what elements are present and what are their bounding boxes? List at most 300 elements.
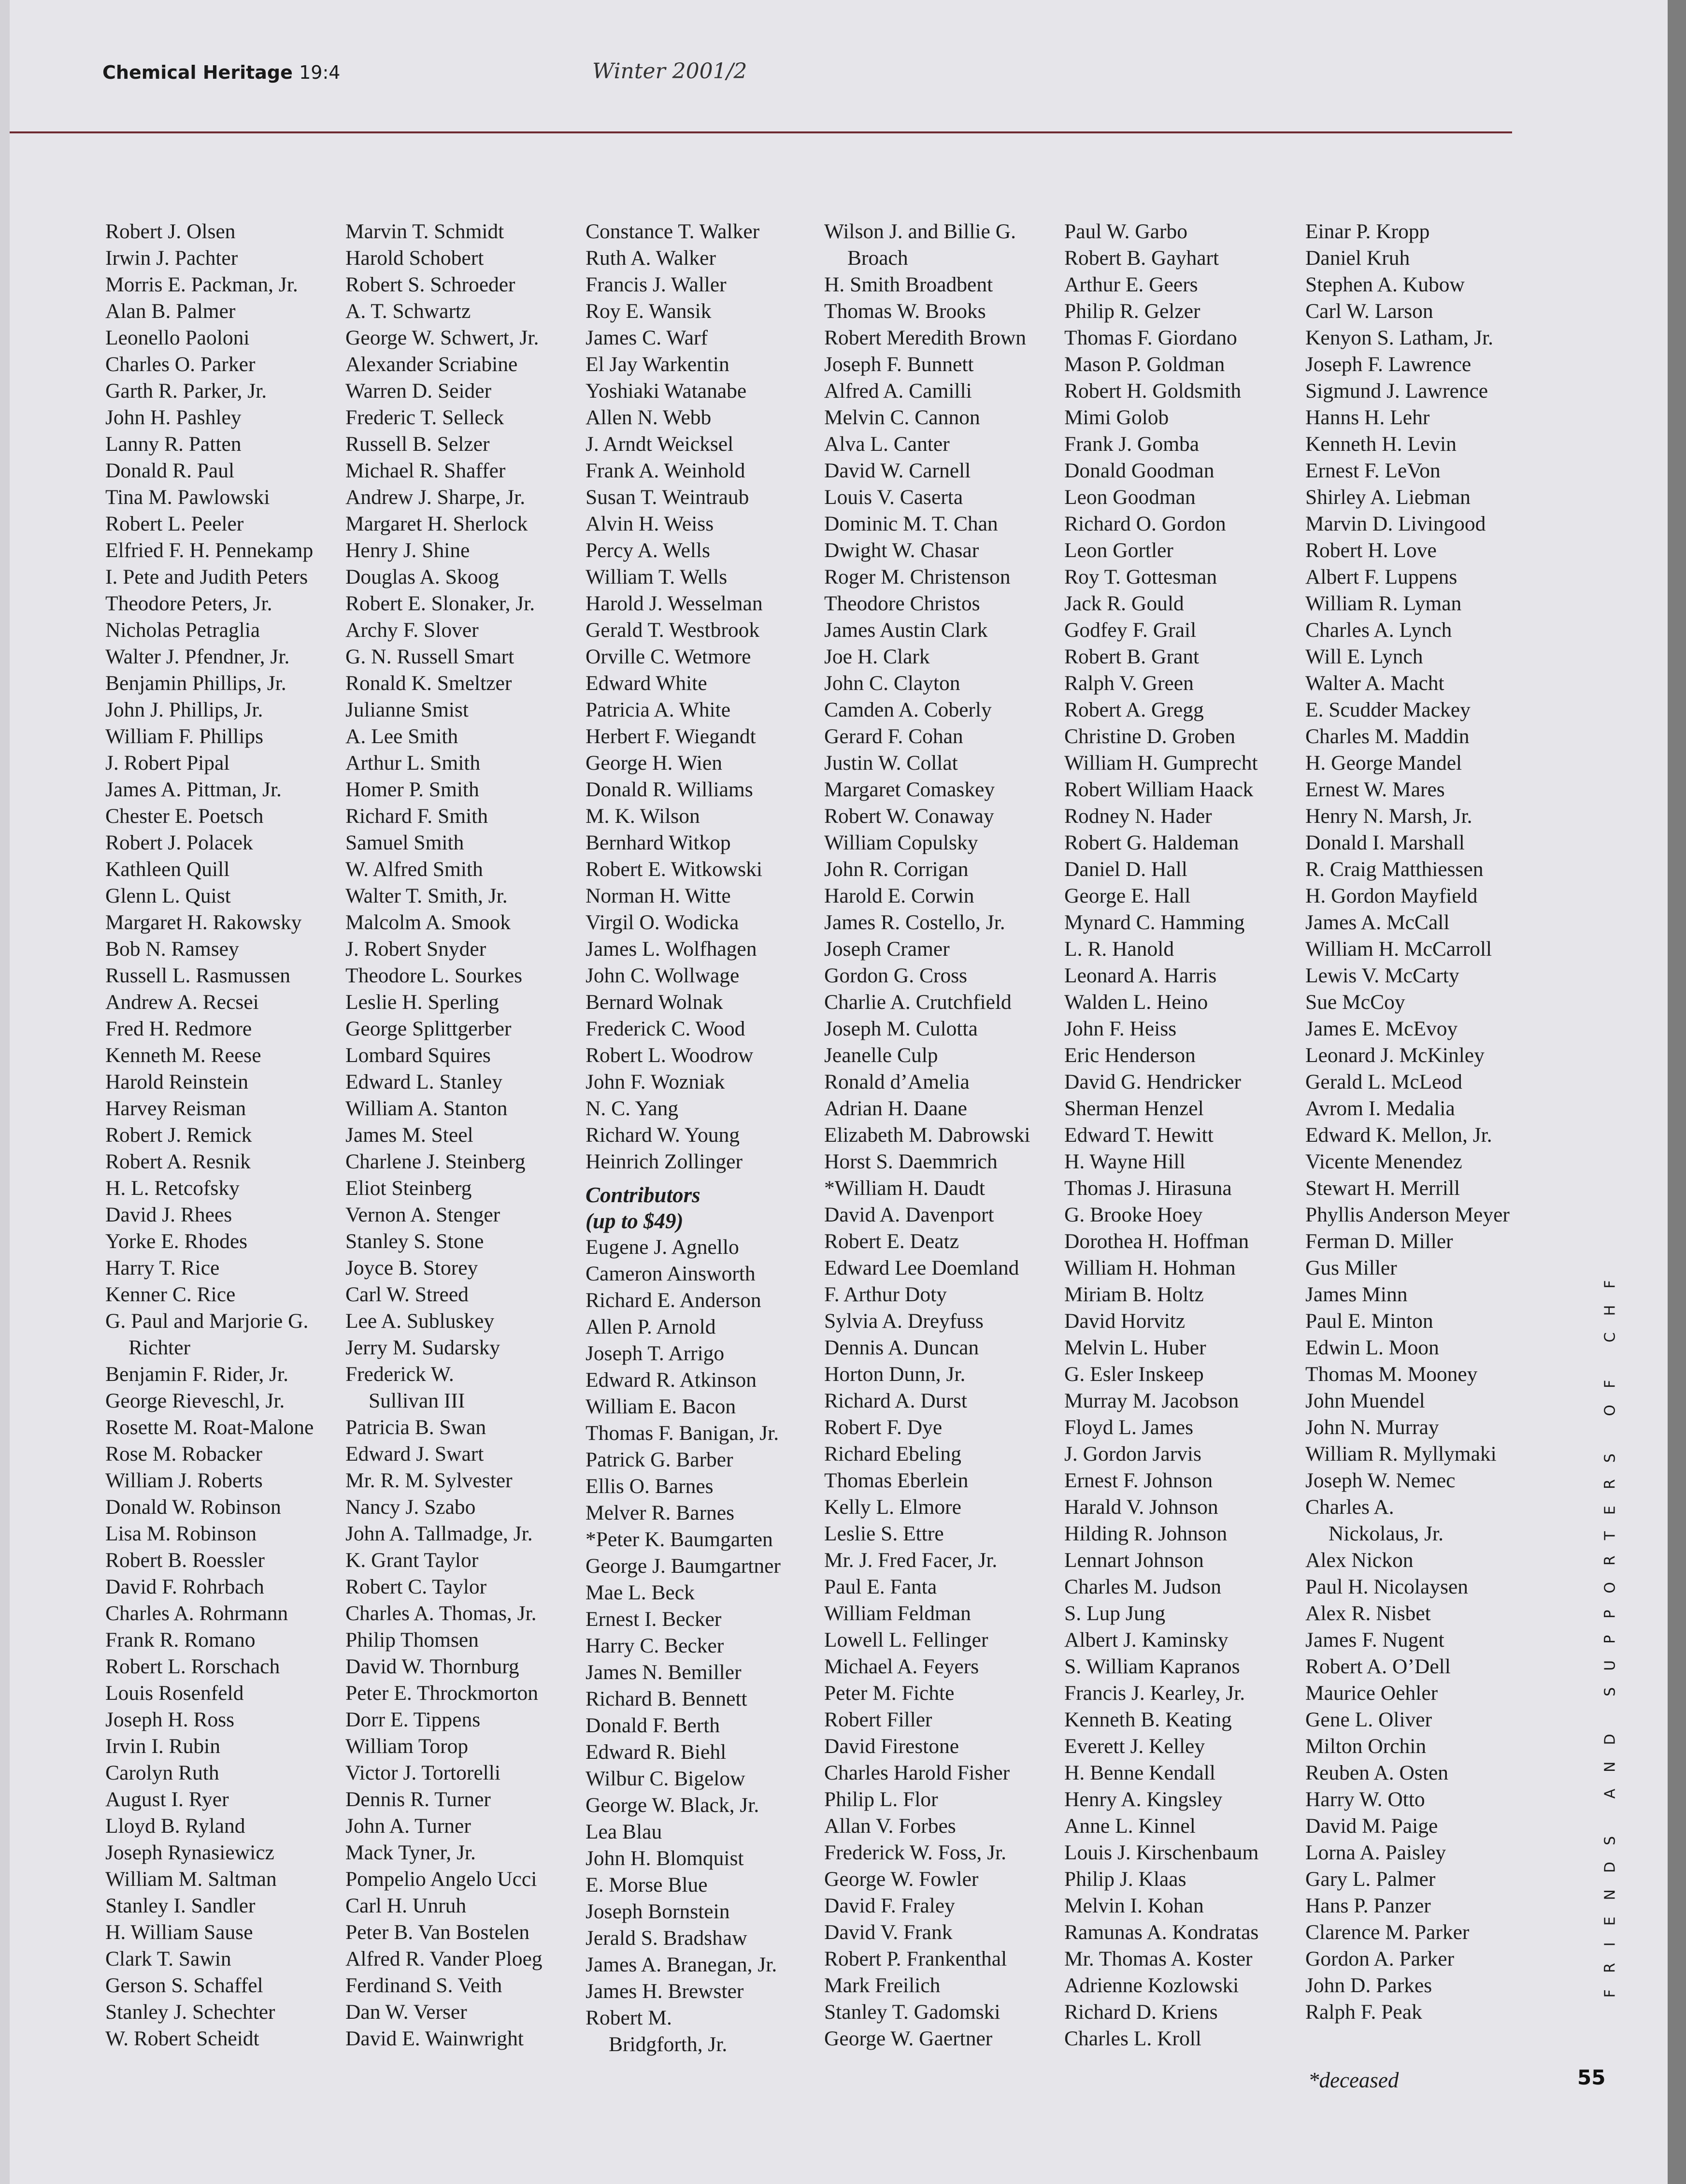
name-entry: Frank J. Gomba (1064, 432, 1200, 456)
name-entry: George W. Gaertner (824, 2027, 993, 2050)
header-rule (10, 131, 1512, 133)
name-entry: Edward J. Swart (345, 1442, 484, 1466)
name-entry: Hanns H. Lehr (1305, 406, 1430, 429)
name-entry: Robert J. Polacek (105, 831, 253, 854)
name-entry: H. William Sause (105, 1921, 253, 1944)
name-entry: James L. Wolfhagen (586, 937, 757, 961)
name-entry: David M. Paige (1305, 1814, 1438, 1838)
name-entry: Jeanelle Culp (824, 1044, 938, 1067)
name-entry: Pompelio Angelo Ucci (345, 1868, 537, 1891)
name-entry: Paul E. Minton (1305, 1309, 1433, 1333)
name-column-1 (105, 218, 337, 2052)
name-entry: William R. Myllymaki (1305, 1442, 1497, 1466)
name-entry: Gary L. Palmer (1305, 1868, 1436, 1891)
name-entry: Gerard F. Cohan (824, 725, 963, 748)
name-entry: Thomas Eberlein (824, 1469, 969, 1492)
name-entry: M. K. Wilson (586, 805, 700, 828)
name-entry: John C. Wollwage (586, 964, 740, 987)
name-entry: Walter T. Smith, Jr. (345, 884, 508, 907)
name-entry: E. Morse Blue (586, 1873, 708, 1897)
name-entry: Hilding R. Johnson (1064, 1522, 1228, 1545)
name-entry: August I. Ryer (105, 1788, 229, 1811)
name-entry: Thomas J. Hirasuna (1064, 1177, 1232, 1200)
name-entry: Theodore L. Sourkes (345, 964, 523, 987)
section-heading: (up to $49) (586, 1209, 684, 1233)
name-entry: Camden A. Coberly (824, 698, 992, 721)
name-entry: Glenn L. Quist (105, 884, 231, 907)
name-entry: Arthur L. Smith (345, 751, 481, 775)
name-entry: Warren D. Seider (345, 379, 492, 402)
name-entry: Percy A. Wells (586, 539, 710, 562)
issue-date: Winter 2001/2 (592, 59, 747, 84)
name-entry: Donald W. Robinson (105, 1495, 281, 1519)
name-entry: Horton Dunn, Jr. (824, 1363, 966, 1386)
name-entry: Irvin I. Rubin (105, 1735, 221, 1758)
name-entry: Harold Reinstein (105, 1070, 248, 1093)
name-entry: Stanley T. Gadomski (824, 2000, 1000, 2024)
name-entry: Sylvia A. Dreyfuss (824, 1309, 984, 1333)
name-entry: Albert J. Kaminsky (1064, 1628, 1229, 1652)
name-entry: Edward Lee Doemland (824, 1256, 1019, 1279)
name-entry: Susan T. Weintraub (586, 486, 749, 509)
name-entry: Thomas M. Mooney (1305, 1363, 1478, 1386)
name-entry: Clarence M. Parker (1305, 1921, 1470, 1944)
name-entry: Charlie A. Crutchfield (824, 991, 1012, 1014)
name-entry: Melvin C. Cannon (824, 406, 980, 429)
name-entry: Everett J. Kelley (1064, 1735, 1205, 1758)
name-entry: Richard F. Smith (345, 805, 488, 828)
name-entry: Wilson J. and Billie G. (824, 220, 1016, 243)
name-entry: James E. McEvoy (1305, 1017, 1458, 1040)
name-entry: J. Robert Pipal (105, 751, 230, 775)
name-entry: James Austin Clark (824, 618, 988, 642)
name-entry: Michael R. Shaffer (345, 459, 506, 482)
page-spine-shadow (0, 0, 10, 2184)
name-entry: William H. McCarroll (1305, 937, 1492, 961)
name-entry: Rodney N. Hader (1064, 805, 1212, 828)
name-entry: James C. Warf (586, 326, 708, 349)
name-entry: Edward K. Mellon, Jr. (1305, 1123, 1492, 1147)
name-entry: Justin W. Collat (824, 751, 958, 775)
name-entry: Jack R. Gould (1064, 592, 1184, 615)
name-entry: Stephen A. Kubow (1305, 273, 1465, 296)
name-entry: Jerald S. Bradshaw (586, 1926, 747, 1950)
name-entry: Robert J. Olsen (105, 220, 236, 243)
name-entry: Melvin L. Huber (1064, 1336, 1206, 1359)
name-entry: Theodore Christos (824, 592, 980, 615)
name-entry: Benjamin F. Rider, Jr. (105, 1363, 289, 1386)
name-entry: John J. Phillips, Jr. (105, 698, 263, 721)
name-entry: George Rieveschl, Jr. (105, 1389, 285, 1412)
name-entry: William E. Bacon (586, 1395, 736, 1418)
name-entry: F. Arthur Doty (824, 1283, 947, 1306)
name-entry: Mae L. Beck (586, 1581, 695, 1604)
name-entry: Phyllis Anderson Meyer (1305, 1203, 1510, 1226)
name-entry: John A. Turner (345, 1814, 471, 1838)
name-entry: Robert E. Witkowski (586, 858, 762, 881)
name-entry: Arthur E. Geers (1064, 273, 1198, 296)
name-entry: Ernest W. Mares (1305, 778, 1445, 801)
name-entry: Philip Thomsen (345, 1628, 479, 1652)
name-entry: Archy F. Slover (345, 618, 479, 642)
name-entry: Margaret H. Sherlock (345, 512, 528, 535)
name-entry: Gerson S. Schaffel (105, 1974, 263, 1997)
name-entry: Jerry M. Sudarsky (345, 1336, 500, 1359)
name-entry: Mr. R. M. Sylvester (345, 1469, 513, 1492)
name-entry: Mason P. Goldman (1064, 353, 1225, 376)
name-entry: Richard Ebeling (824, 1442, 961, 1466)
name-entry: K. Grant Taylor (345, 1549, 479, 1572)
name-entry: Shirley A. Liebman (1305, 486, 1471, 509)
name-entry: Fred H. Redmore (105, 1017, 252, 1040)
name-entry: Michael A. Feyers (824, 1655, 979, 1678)
name-entry: Walter A. Macht (1305, 672, 1444, 695)
name-entry: James R. Costello, Jr. (824, 911, 1005, 934)
name-entry: Patrick G. Barber (586, 1448, 733, 1471)
name-entry: Lombard Squires (345, 1044, 491, 1067)
name-entry: James F. Nugent (1305, 1628, 1444, 1652)
name-entry: Robert C. Taylor (345, 1575, 487, 1598)
name-entry: S. William Kapranos (1064, 1655, 1240, 1678)
name-entry: George W. Fowler (824, 1868, 979, 1891)
name-entry: Gerald L. McLeod (1305, 1070, 1462, 1093)
name-entry: William H. Gumprecht (1064, 751, 1258, 775)
name-column-4 (824, 218, 1056, 2052)
name-entry: El Jay Warkentin (586, 353, 729, 376)
name-entry: J. Gordon Jarvis (1064, 1442, 1201, 1466)
name-entry: H. Benne Kendall (1064, 1761, 1215, 1784)
name-entry: Peter M. Fichte (824, 1681, 955, 1705)
name-entry: Harold J. Wesselman (586, 592, 763, 615)
name-entry: David F. Rohrbach (105, 1575, 264, 1598)
name-entry: Nicholas Petraglia (105, 618, 260, 642)
name-entry: Russell L. Rasmussen (105, 964, 291, 987)
name-entry: Julianne Smist (345, 698, 469, 721)
name-entry: John C. Clayton (824, 672, 960, 695)
name-entry: Mack Tyner, Jr. (345, 1841, 476, 1864)
name-entry: Alfred A. Camilli (824, 379, 972, 402)
name-entry: Roger M. Christenson (824, 565, 1011, 589)
name-entry: Paul E. Fanta (824, 1575, 937, 1598)
name-entry: Lewis V. McCarty (1305, 964, 1459, 987)
name-entry: Paul W. Garbo (1064, 220, 1187, 243)
name-entry: Allan V. Forbes (824, 1814, 956, 1838)
name-entry: Robert S. Schroeder (345, 273, 515, 296)
name-entry: A. T. Schwartz (345, 300, 471, 323)
name-entry: William H. Hohman (1064, 1256, 1236, 1279)
name-entry: Leslie S. Ettre (824, 1522, 944, 1545)
name-entry: Kathleen Quill (105, 858, 230, 881)
name-entry: William F. Phillips (105, 725, 264, 748)
name-entry: Frederick W. (345, 1363, 454, 1386)
name-entry: Bernard Wolnak (586, 991, 723, 1014)
name-entry: Nancy J. Szabo (345, 1495, 476, 1519)
name-entry: David V. Frank (824, 1921, 953, 1944)
name-entry: Alva L. Canter (824, 432, 950, 456)
name-entry: Elfried F. H. Pennekamp (105, 539, 314, 562)
name-entry: Bob N. Ramsey (105, 937, 239, 961)
name-entry: Donald R. Williams (586, 778, 753, 801)
name-entry: William Feldman (824, 1602, 971, 1625)
name-entry: Margaret H. Rakowsky (105, 911, 302, 934)
name-entry: Roy T. Gottesman (1064, 565, 1217, 589)
name-entry: Joyce B. Storey (345, 1256, 478, 1279)
name-entry: G. N. Russell Smart (345, 645, 514, 668)
name-entry: James N. Bemiller (586, 1661, 742, 1684)
name-entry: David W. Thornburg (345, 1655, 519, 1678)
name-entry: John F. Heiss (1064, 1017, 1177, 1040)
magazine-name: Chemical Heritage (102, 62, 293, 83)
name-entry: H. George Mandel (1305, 751, 1462, 775)
name-entry: Charles M. Judson (1064, 1575, 1222, 1598)
name-entry: Charles M. Maddin (1305, 725, 1470, 748)
name-entry: Ernest F. Johnson (1064, 1469, 1213, 1492)
name-entry: Louis J. Kirschenbaum (1064, 1841, 1259, 1864)
name-entry: Patricia B. Swan (345, 1416, 486, 1439)
name-entry: Lanny R. Patten (105, 432, 242, 456)
name-entry: A. Lee Smith (345, 725, 458, 748)
name-entry: Eliot Steinberg (345, 1177, 472, 1200)
name-entry: Alvin H. Weiss (586, 512, 714, 535)
name-entry: Alex R. Nisbet (1305, 1602, 1431, 1625)
name-entry: Kenneth M. Reese (105, 1044, 261, 1067)
name-entry: Robert P. Frankenthal (824, 1947, 1007, 1970)
name-entry: Elizabeth M. Dabrowski (824, 1123, 1030, 1147)
name-entry: Alan B. Palmer (105, 300, 236, 323)
name-entry: John H. Pashley (105, 406, 242, 429)
name-entry: Robert William Haack (1064, 778, 1254, 801)
name-entry: Mimi Golob (1064, 406, 1169, 429)
name-entry: Robert L. Woodrow (586, 1044, 754, 1067)
name-entry: Joseph M. Culotta (824, 1017, 978, 1040)
name-entry: Floyd L. James (1064, 1416, 1194, 1439)
name-entry: Carolyn Ruth (105, 1761, 219, 1784)
name-entry: I. Pete and Judith Peters (105, 565, 308, 589)
name-entry: George Splittgerber (345, 1017, 512, 1040)
name-entry: Ferdinand S. Veith (345, 1974, 502, 1997)
name-entry: Joseph F. Bunnett (824, 353, 974, 376)
name-column-2 (345, 218, 577, 2052)
name-entry: William A. Stanton (345, 1097, 508, 1120)
name-entry: Kelly L. Elmore (824, 1495, 961, 1519)
name-entry: Gerald T. Westbrook (586, 618, 760, 642)
name-entry: Margaret Comaskey (824, 778, 995, 801)
name-entry: Frank A. Weinhold (586, 459, 745, 482)
running-header (102, 59, 1552, 98)
name-entry: R. Craig Matthiessen (1305, 858, 1484, 881)
name-entry: Robert J. Remick (105, 1123, 252, 1147)
name-entry: Robert A. Gregg (1064, 698, 1204, 721)
name-entry: Gordon G. Cross (824, 964, 968, 987)
name-entry: Stewart H. Merrill (1305, 1177, 1460, 1200)
name-entry: Maurice Oehler (1305, 1681, 1438, 1705)
name-entry: John N. Murray (1305, 1416, 1439, 1439)
name-entry: Lee A. Subluskey (345, 1309, 495, 1333)
name-entry: Charles L. Kroll (1064, 2027, 1201, 2050)
section-side-caption (1596, 1237, 1625, 2025)
name-entry: Joseph T. Arrigo (586, 1342, 725, 1365)
name-entry: Dennis A. Duncan (824, 1336, 979, 1359)
name-entry: H. Gordon Mayfield (1305, 884, 1478, 907)
name-entry: Stanley S. Stone (345, 1230, 484, 1253)
name-entry: Richard B. Bennett (586, 1687, 747, 1710)
name-entry: Harry T. Rice (105, 1256, 220, 1279)
name-entry: Kenner C. Rice (105, 1283, 236, 1306)
name-entry: Harald V. Johnson (1064, 1495, 1218, 1519)
name-entry: Daniel Kruh (1305, 246, 1410, 270)
name-entry: Ralph V. Green (1064, 672, 1194, 695)
name-entry: Anne L. Kinnel (1064, 1814, 1196, 1838)
name-entry: W. Alfred Smith (345, 858, 483, 881)
name-entry: Donald F. Berth (586, 1714, 720, 1737)
name-entry: Miriam B. Holtz (1064, 1283, 1204, 1306)
name-entry: Harry W. Otto (1305, 1788, 1425, 1811)
name-entry: George W. Schwert, Jr. (345, 326, 539, 349)
name-entry: E. Scudder Mackey (1305, 698, 1471, 721)
magazine-title (102, 62, 340, 83)
name-entry: Dennis R. Turner (345, 1788, 491, 1811)
name-entry: Bernhard Witkop (586, 831, 731, 854)
name-entry: L. R. Hanold (1064, 937, 1174, 961)
name-entry: Louis Rosenfeld (105, 1681, 244, 1705)
name-entry: Yorke E. Rhodes (105, 1230, 248, 1253)
name-entry: Leslie H. Sperling (345, 991, 499, 1014)
name-entry: Joseph Rynasiewicz (105, 1841, 274, 1864)
name-entry: Dorr E. Tippens (345, 1708, 481, 1731)
name-entry: George E. Hall (1064, 884, 1191, 907)
name-entry: Dwight W. Chasar (824, 539, 979, 562)
name-entry: G. Paul and Marjorie G. (105, 1309, 309, 1333)
name-entry: Dominic M. T. Chan (824, 512, 998, 535)
name-entry: John A. Tallmadge, Jr. (345, 1522, 533, 1545)
name-entry: N. C. Yang (586, 1097, 679, 1120)
name-entry: John D. Parkes (1305, 1974, 1432, 1997)
name-entry: Gus Miller (1305, 1256, 1397, 1279)
name-entry: Edwin L. Moon (1305, 1336, 1439, 1359)
name-entry: Donald R. Paul (105, 459, 235, 482)
name-entry: Virgil O. Wodicka (586, 911, 739, 934)
name-entry: John R. Corrigan (824, 858, 969, 881)
name-entry: Robert L. Peeler (105, 512, 244, 535)
name-entry: Frederick C. Wood (586, 1017, 745, 1040)
name-entry: William M. Saltman (105, 1868, 277, 1891)
name-entry: Alex Nickon (1305, 1549, 1414, 1572)
name-entry: Walter J. Pfendner, Jr. (105, 645, 290, 668)
name-entry: Robert W. Conaway (824, 805, 994, 828)
name-entry: Leonard J. McKinley (1305, 1044, 1485, 1067)
name-entry: Harold E. Corwin (824, 884, 974, 907)
name-entry: Robert Filler (824, 1708, 932, 1731)
name-entry: Philip L. Flor (824, 1788, 938, 1811)
name-entry-continuation: Nickolaus, Jr. (1329, 1522, 1444, 1545)
name-entry: Gene L. Oliver (1305, 1708, 1432, 1731)
name-entry: Vicente Menendez (1305, 1150, 1462, 1173)
name-entry: Cameron Ainsworth (586, 1262, 756, 1285)
name-entry: Wilbur C. Bigelow (586, 1767, 745, 1790)
name-entry: Robert L. Rorschach (105, 1655, 280, 1678)
name-entry: Richard A. Durst (824, 1389, 968, 1412)
name-entry: Einar P. Kropp (1305, 220, 1430, 243)
name-entry: Charles A. Thomas, Jr. (345, 1602, 537, 1625)
name-entry: George W. Black, Jr. (586, 1794, 759, 1817)
name-entry: Ralph F. Peak (1305, 2000, 1422, 2024)
name-entry: *Peter K. Baumgarten (586, 1528, 773, 1551)
name-entry: William J. Roberts (105, 1469, 263, 1492)
name-entry: Charlene J. Steinberg (345, 1150, 526, 1173)
name-entry: Sigmund J. Lawrence (1305, 379, 1488, 402)
name-entry: Joseph H. Ross (105, 1708, 235, 1731)
name-entry: Christine D. Groben (1064, 725, 1235, 748)
name-entry: William T. Wells (586, 565, 728, 589)
name-entry: Joseph Cramer (824, 937, 950, 961)
name-entry: Allen P. Arnold (586, 1315, 716, 1338)
name-entry-continuation: Richter (129, 1336, 191, 1359)
name-entry: Louis V. Caserta (824, 486, 963, 509)
name-entry: Robert B. Grant (1064, 645, 1200, 668)
side-caption-text: FRIENDS AND SUPPORTERS OF CHF (1601, 1264, 1619, 1998)
name-column-3 (586, 218, 817, 2058)
name-entry: Milton Orchin (1305, 1735, 1427, 1758)
name-entry: Constance T. Walker (586, 220, 760, 243)
name-entry: Malcolm A. Smook (345, 911, 511, 934)
name-entry: David G. Hendricker (1064, 1070, 1241, 1093)
name-entry: Ramunas A. Kondratas (1064, 1921, 1259, 1944)
name-entry: Thomas F. Banigan, Jr. (586, 1422, 779, 1445)
name-entry: Walden L. Heino (1064, 991, 1208, 1014)
name-entry: Hans P. Panzer (1305, 1894, 1431, 1917)
name-entry: Rosette M. Roat-Malone (105, 1416, 314, 1439)
name-entry: Francis J. Kearley, Jr. (1064, 1681, 1245, 1705)
name-entry: Ruth A. Walker (586, 246, 716, 270)
name-entry: Henry A. Kingsley (1064, 1788, 1223, 1811)
name-entry: John F. Wozniak (586, 1070, 725, 1093)
name-entry: Herbert F. Wiegandt (586, 725, 756, 748)
name-entry: Richard W. Young (586, 1123, 740, 1147)
name-entry: Charles A. Lynch (1305, 618, 1452, 642)
name-entry: Carl W. Streed (345, 1283, 469, 1306)
name-entry: Thomas F. Giordano (1064, 326, 1237, 349)
name-entry: Gordon A. Parker (1305, 1947, 1455, 1970)
name-entry-continuation: Bridgforth, Jr. (609, 2033, 728, 2056)
name-entry: James A. Pittman, Jr. (105, 778, 282, 801)
name-entry: James H. Brewster (586, 1980, 744, 2003)
name-entry: Russell B. Selzer (345, 432, 490, 456)
name-entry: Frank R. Romano (105, 1628, 256, 1652)
name-entry: George H. Wien (586, 751, 722, 775)
name-entry: Leonard A. Harris (1064, 964, 1217, 987)
name-entry: Charles A. Rohrmann (105, 1602, 288, 1625)
name-entry: Avrom I. Medalia (1305, 1097, 1455, 1120)
name-entry: Charles A. (1305, 1495, 1394, 1519)
name-entry: Harvey Reisman (105, 1097, 246, 1120)
name-entry: James M. Steel (345, 1123, 473, 1147)
name-entry: Melver R. Barnes (586, 1501, 735, 1524)
name-entry: Robert H. Love (1305, 539, 1437, 562)
name-entry: Morris E. Packman, Jr. (105, 273, 298, 296)
name-entry: Lorna A. Paisley (1305, 1841, 1446, 1864)
name-entry: Sherman Henzel (1064, 1097, 1204, 1120)
name-entry: Reuben A. Osten (1305, 1761, 1449, 1784)
name-entry: William R. Lyman (1305, 592, 1462, 615)
name-entry: Leon Goodman (1064, 486, 1196, 509)
name-entry: Adrian H. Daane (824, 1097, 967, 1120)
name-entry: Alexander Scriabine (345, 353, 518, 376)
name-entry: Harry C. Becker (586, 1634, 724, 1657)
name-entry: Robert B. Roessler (105, 1549, 265, 1572)
name-entry: James A. Branegan, Jr. (586, 1953, 777, 1976)
name-entry: Horst S. Daemmrich (824, 1150, 998, 1173)
name-entry: Godfey F. Grail (1064, 618, 1197, 642)
